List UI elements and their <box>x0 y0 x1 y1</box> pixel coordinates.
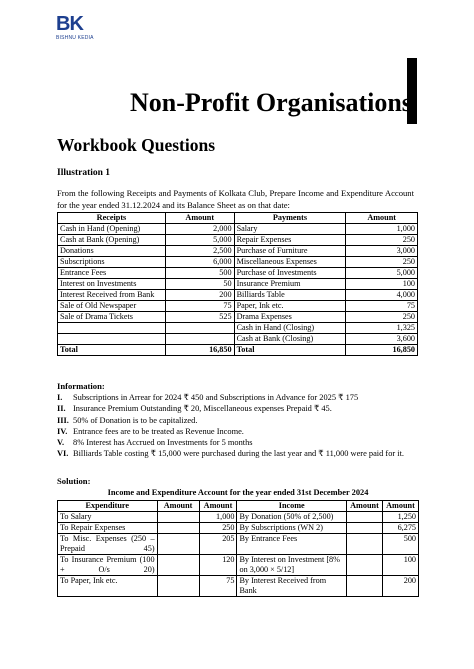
information-item <box>57 426 419 437</box>
table-row <box>58 576 419 597</box>
illustration-label: Illustration 1 <box>57 168 111 178</box>
amount-cell: 250 <box>346 312 418 323</box>
column-header: Payments <box>234 213 346 224</box>
amount-cell: 75 <box>165 301 234 312</box>
particulars-cell: Miscellaneous Expenses <box>234 257 346 268</box>
amount-cell: 50 <box>165 279 234 290</box>
table-header-row <box>58 501 419 512</box>
amount-cell <box>347 512 383 523</box>
column-header: Amount <box>165 213 234 224</box>
receipts-payments-table <box>57 212 418 356</box>
total-label: Total <box>58 345 166 356</box>
particulars-cell: To Repair Expenses <box>58 523 158 534</box>
particulars-cell: Paper, Ink etc. <box>234 301 346 312</box>
amount-cell: 205 <box>199 534 237 555</box>
table-header-row <box>58 213 418 224</box>
column-header: Amount <box>199 501 237 512</box>
column-header: Amount <box>346 213 418 224</box>
particulars-cell: By Interest Received from Bank <box>237 576 347 597</box>
amount-cell: 1,000 <box>199 512 237 523</box>
amount-cell <box>347 534 383 555</box>
amount-cell: 525 <box>165 312 234 323</box>
item-number: VI. <box>57 449 69 459</box>
item-number: II. <box>57 404 66 414</box>
amount-cell: 200 <box>382 576 418 597</box>
particulars-cell: To Paper, Ink etc. <box>58 576 158 597</box>
information-heading: Information: <box>57 381 105 391</box>
amount-cell: 500 <box>165 268 234 279</box>
particulars-cell: Entrance Fees <box>58 268 166 279</box>
table-row <box>58 235 418 246</box>
amount-cell: 1,000 <box>346 224 418 235</box>
information-list <box>57 392 419 460</box>
amount-cell: 1,325 <box>346 323 418 334</box>
particulars-cell: By Subscriptions (WN 2) <box>237 523 347 534</box>
table-row <box>58 268 418 279</box>
amount-cell <box>157 576 199 597</box>
amount-cell <box>347 523 383 534</box>
item-text: 50% of Donation is to be capitalized. <box>73 415 198 425</box>
amount-cell: 3,600 <box>346 334 418 345</box>
table-row <box>58 301 418 312</box>
column-header: Income <box>237 501 347 512</box>
amount-cell <box>157 512 199 523</box>
particulars-cell: By Entrance Fees <box>237 534 347 555</box>
particulars-cell: By Interest on Investment [8% on 3,000 × 5/12] <box>237 555 347 576</box>
column-header: Amount <box>347 501 383 512</box>
amount-cell: 3,000 <box>346 246 418 257</box>
amount-cell <box>165 334 234 345</box>
amount-cell <box>347 576 383 597</box>
amount-cell: 500 <box>382 534 418 555</box>
table-row <box>58 334 418 345</box>
page-title: Non-Profit Organisations <box>130 88 412 117</box>
table-row <box>58 290 418 301</box>
table-row <box>58 224 418 235</box>
particulars-cell: Interest on Investments <box>58 279 166 290</box>
item-text: 8% Interest has Accrued on Investments for 5 months <box>73 438 253 448</box>
total-amount: 16,850 <box>346 345 418 356</box>
particulars-cell: Sale of Drama Tickets <box>58 312 166 323</box>
amount-cell: 250 <box>346 257 418 268</box>
information-item <box>57 403 419 414</box>
particulars-cell <box>58 334 166 345</box>
item-number: I. <box>57 393 63 402</box>
column-header: Amount <box>382 501 418 512</box>
question-text: From the following Receipts and Payments of Kolkata Club, Prepare Income and Expenditure Account for the year ended 31.12.2024 and its Balance Sheet as on that date: <box>57 188 414 210</box>
amount-cell: 100 <box>346 279 418 290</box>
amount-cell: 6,275 <box>382 523 418 534</box>
total-amount: 16,850 <box>165 345 234 356</box>
information-item <box>57 448 419 459</box>
particulars-cell: Purchase of Furniture <box>234 246 346 257</box>
item-text: Subscriptions in Arrear for 2024 ₹ 450 and Subscriptions in Advance for 2025 ₹ 175 <box>73 393 359 402</box>
particulars-cell: Cash in Hand (Opening) <box>58 224 166 235</box>
information-item <box>57 437 419 448</box>
amount-cell <box>347 555 383 576</box>
table-row <box>58 257 418 268</box>
table-row <box>58 555 419 576</box>
total-row <box>58 345 418 356</box>
table-row <box>58 523 419 534</box>
amount-cell: 75 <box>346 301 418 312</box>
amount-cell: 4,000 <box>346 290 418 301</box>
particulars-cell: Drama Expenses <box>234 312 346 323</box>
solution-heading: Solution: <box>57 476 91 486</box>
particulars-cell: To Salary <box>58 512 158 523</box>
item-number: III. <box>57 415 69 425</box>
amount-cell: 2,500 <box>165 246 234 257</box>
table-row <box>58 246 418 257</box>
amount-cell: 200 <box>165 290 234 301</box>
particulars-cell: Insurance Premium <box>234 279 346 290</box>
amount-cell <box>157 534 199 555</box>
particulars-cell: Cash at Bank (Opening) <box>58 235 166 246</box>
amount-cell <box>157 555 199 576</box>
table-row <box>58 534 419 555</box>
amount-cell: 2,000 <box>165 224 234 235</box>
particulars-cell <box>58 323 166 334</box>
amount-cell: 5,000 <box>165 235 234 246</box>
amount-cell: 1,250 <box>382 512 418 523</box>
column-header: Amount <box>157 501 199 512</box>
particulars-cell: Subscriptions <box>58 257 166 268</box>
total-label: Total <box>234 345 346 356</box>
particulars-cell: Salary <box>234 224 346 235</box>
section-title: Workbook Questions <box>57 135 216 155</box>
amount-cell: 100 <box>382 555 418 576</box>
amount-cell: 5,000 <box>346 268 418 279</box>
table-row <box>58 279 418 290</box>
particulars-cell: By Donation (50% of 2,500) <box>237 512 347 523</box>
amount-cell: 250 <box>199 523 237 534</box>
particulars-cell: Repair Expenses <box>234 235 346 246</box>
logo-mark: BK <box>56 13 83 35</box>
table-row <box>58 312 418 323</box>
column-header: Receipts <box>58 213 166 224</box>
column-header: Expenditure <box>58 501 158 512</box>
particulars-cell: Donations <box>58 246 166 257</box>
amount-cell: 6,000 <box>165 257 234 268</box>
table-row <box>58 512 419 523</box>
particulars-cell: Sale of Old Newspaper <box>58 301 166 312</box>
particulars-cell: Interest Received from Bank <box>58 290 166 301</box>
information-item <box>57 392 419 403</box>
income-expenditure-title: Income and Expenditure Account for the year ended 31st December 2024 <box>107 488 369 497</box>
amount-cell: 120 <box>199 555 237 576</box>
particulars-cell: To Insurance Premium (100 + O/s 20) <box>58 555 158 576</box>
item-text: Entrance fees are to be treated as Revenue Income. <box>73 426 244 436</box>
amount-cell <box>157 523 199 534</box>
item-text: Billiards Table costing ₹ 15,000 were purchased during the last year and ₹ 11,000 were paid for it. <box>73 449 405 459</box>
table-row <box>58 323 418 334</box>
particulars-cell: Purchase of Investments <box>234 268 346 279</box>
particulars-cell: Billiards Table <box>234 290 346 301</box>
logo-caption: BISHNU KEDIA <box>56 35 94 41</box>
particulars-cell: Cash in Hand (Closing) <box>234 323 346 334</box>
item-text: Insurance Premium Outstanding ₹ 20, Miscellaneous expenses Prepaid ₹ 45. <box>73 404 332 414</box>
amount-cell: 75 <box>199 576 237 597</box>
amount-cell: 250 <box>346 235 418 246</box>
income-expenditure-table <box>57 500 419 597</box>
item-number: V. <box>57 438 65 448</box>
item-number: IV. <box>57 426 68 436</box>
information-item <box>57 415 419 426</box>
particulars-cell: To Misc. Expenses (250 – Prepaid 45) <box>58 534 158 555</box>
amount-cell <box>165 323 234 334</box>
particulars-cell: Cash at Bank (Closing) <box>234 334 346 345</box>
publisher-logo <box>56 14 104 42</box>
